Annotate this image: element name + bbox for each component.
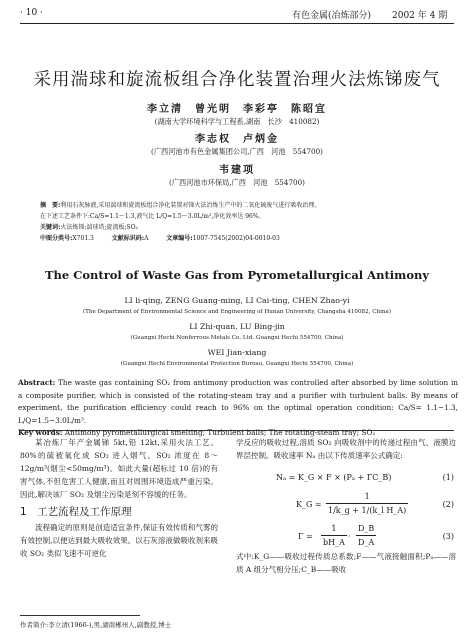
article-number-value: 1007-7545(2002)04-0010-03 [192, 235, 280, 242]
affiliation-en-1: (The Department of Environmental Science and Engineering of Hunan University, Changsha 410082, China) [82, 309, 392, 315]
authors-en-1: LI li-qing, ZENG Guang-ming, LI Cai-ting, CHEN Zhao-yi [124, 296, 350, 305]
authors-cn-1: 李立清 曾光明 李彩亭 陈昭宜 [147, 104, 327, 115]
page-number: · 10 · [20, 8, 43, 18]
authors-cn-3: 韦建项 [219, 165, 255, 176]
equation-3-numerator-b: D_B [356, 522, 376, 536]
abstract-en-label: Abstract: [18, 378, 56, 387]
clc-label: 中图分类号: [40, 235, 73, 242]
footnote-rule [20, 615, 140, 616]
authors-cn-2: 李志权 卢炳金 [195, 134, 279, 145]
equation-2-lhs: K_G = [296, 500, 322, 509]
keywords-cn-label: 关键词: [40, 224, 61, 231]
equation-3-fraction-b [356, 522, 376, 549]
affiliation-cn-1: (湖南大学环境科学与工程系,湖南 长沙 410082) [154, 117, 320, 126]
abstract-cn [40, 200, 440, 244]
paper-title-en: The Control of Waste Gas from Pyrometallurgical Antimony [44, 268, 430, 282]
equation-1-number: (1) [442, 473, 454, 482]
authors-en-2: LI Zhi-quan, LU Bing-jin [189, 322, 285, 331]
abstract-cn-text-1: 利用石灰脉液,采用湍球和旋流板组合净化装置对锑火法冶炼生产中的二氧化硫废气进行吸收治理。 [60, 202, 321, 209]
equation-3-fraction-a [321, 522, 347, 549]
affiliation-cn-2: (广西河池市有色金属集团公司,广西 河池 554700) [151, 147, 323, 156]
keywords-en-label: Key words: [18, 428, 63, 437]
equation-2-number: (2) [442, 500, 454, 509]
equation-1 [236, 466, 456, 488]
equation-3-denominator-a: bH_A [323, 538, 345, 547]
equation-2-denominator: 1/k_g + 1/(k_l H_A) [328, 506, 407, 515]
keywords-cn: 火法炼锑;湍球塔;旋流板;SO₂ [60, 224, 138, 231]
doc-code-label: 文献标识码: [111, 235, 145, 242]
body-left-column [20, 436, 218, 560]
equation-3-numerator-a: 1 [321, 522, 347, 536]
journal-issue: 2002 年 4 期 [392, 11, 448, 21]
article-number-label: 文章编号: [166, 235, 193, 242]
equation-3-dot: · [348, 532, 351, 541]
equation-3-number: (3) [442, 532, 454, 541]
equation-2-numerator: 1 [326, 490, 408, 504]
equation-3 [236, 522, 456, 550]
keywords-en: Antimony pyrometallurgical smelting; Turbulent balls; The rotating-steam tray; SO₂ [64, 428, 376, 437]
intro-paragraph: 某冶炼厂年产金属锑 5kt,铅 12kt,采用火法工艺。80%的硫被氧化成 SO₂ 进入烟气。SO₂ 浓度在 8～12g/m³(烟尘<50mg/m³)。如此大量(超标过 10 倍)的有害气体,不但危害工人健康,而且对周围环境造成严重污染。因此,解决该厂 SO₂ 及烟尘污染是刻不容缓的任务。 [20, 438, 218, 499]
doc-code-value: A [144, 235, 149, 242]
author-footnote: 作者简介:李立清(1966-),男,湖南郴州人,副教授,博士 [20, 621, 172, 629]
abstract-en-text: The waste gas containing SO₂ from antimony production was controlled after absorbed by lime solution in a composite purifier, which is consisted of the rotating-steam tray and a purifier with turbulent balls. By means of experiment, the purification efficiency could reach to 96% on the optimal operation condition: Ca/S= 1.1~1.3, L/Q=1.5~3.0L/m³. [18, 378, 458, 425]
process-paragraph: 流程确定的原则是创造适宜条件,保证有效传质和气雾的有效控制,以便达到最大吸收效果。以石灰溶液做吸收剂来吸收 SO₂ 类似飞速不可逆化 [20, 523, 218, 558]
authors-en-3: WEI Jian-xiang [207, 348, 267, 357]
equation-3-denominator-b: D_A [358, 538, 375, 547]
journal-name: 有色金属(冶炼部分) [292, 11, 372, 21]
affiliation-cn-3: (广西河池市环保局,广西 河池 554700) [169, 178, 305, 187]
equation-2-fraction [326, 490, 408, 517]
body-right-column [236, 436, 456, 576]
affiliation-en-3: (Guangxi Hechi Environmental Protection Bureau, Guangxi Hechi 554700, China) [120, 361, 354, 367]
abstract-cn-label: 摘 要: [40, 202, 61, 209]
affiliation-en-2: (Guangxi Hechi Nonferrous Metals Co. Ltd. Guangxi Hechi 554700, China) [130, 335, 344, 341]
variable-definitions: 式中:K_G——吸收过程传质总系数;F——气液接触面积;Pₐ——溶质 A 组分气相分压;C_B——吸收 [236, 552, 456, 574]
clc-value: X701.3 [72, 235, 94, 242]
header-rule [20, 23, 454, 24]
equation-2 [236, 488, 456, 522]
rate-paragraph: 学反应的吸收过程,溶质 SO₂ 向吸收剂中的传递过程由气、液膜边界层控制。吸收速率 Nₐ 由以下传质速率公式确定: [236, 438, 456, 460]
section-1-title: 1 工艺流程及工作原理 [20, 506, 132, 518]
equation-1-expr: Nₐ = K_G × F × (Pₐ + ΓC_B) [276, 473, 392, 482]
abstract-rule [20, 430, 454, 431]
abstract-cn-text-2: 在下述工艺条件下:Ca/S=1.1～1.3,液气比 L/Q=1.5～3.0L/m³,净化效率达 96%。 [40, 213, 265, 220]
paper-title-cn: 采用湍球和旋流板组合净化装置治理火法炼锑废气 [33, 70, 441, 90]
equation-3-lhs: Γ = [298, 532, 313, 541]
